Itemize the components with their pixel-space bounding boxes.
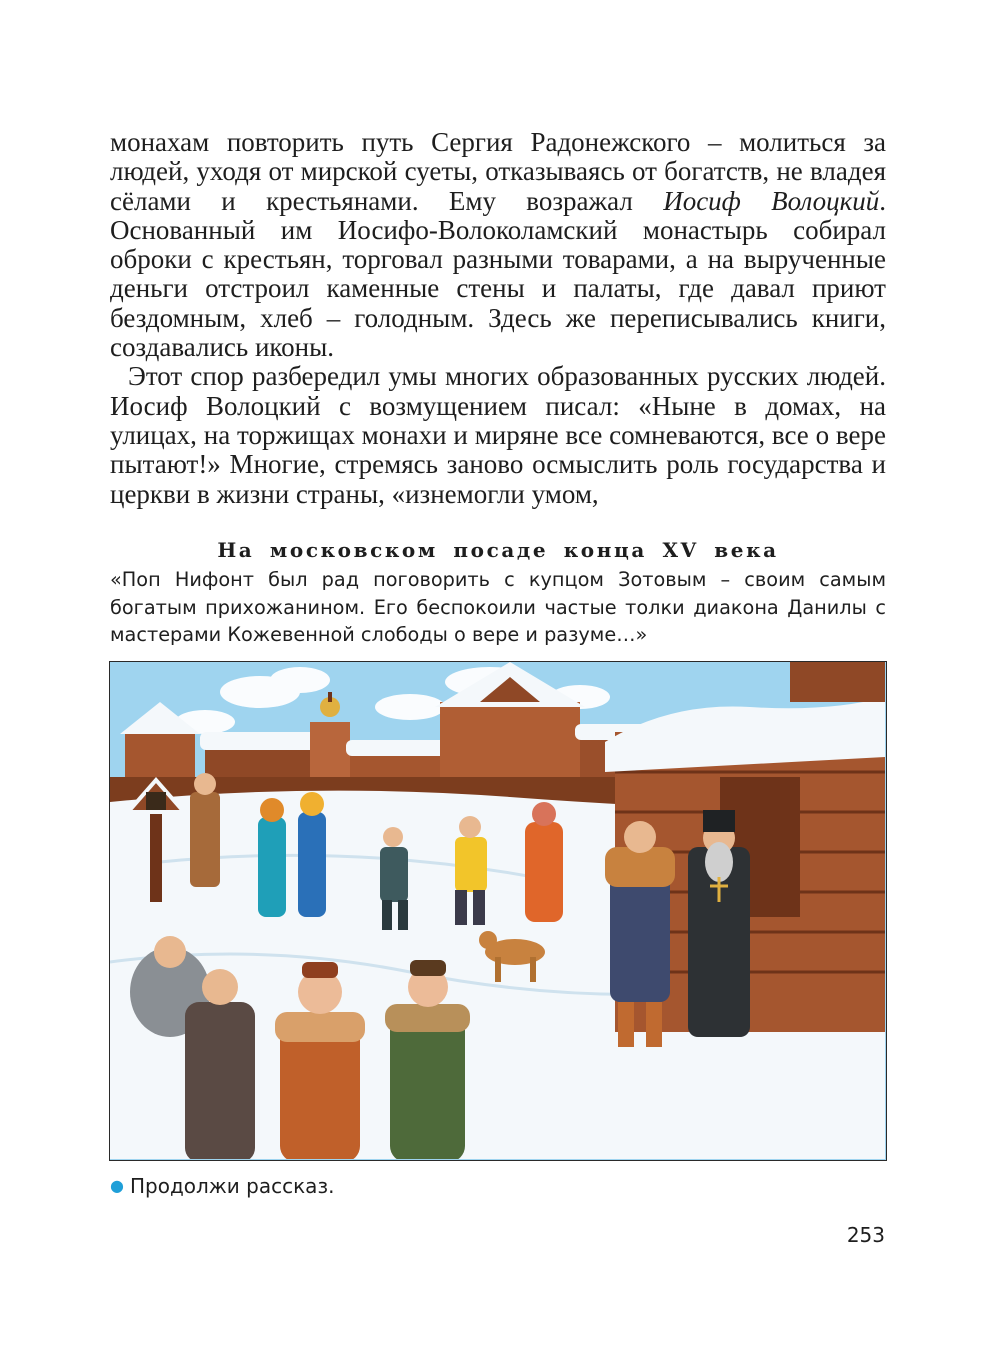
paragraph-2: Этот спор разбередил умы многих образованных русских людей. Иосиф Волоцкий с возмущением писал: «Ныне в домах, на улицах, на торжищах монахи и миряне все сомневаются, все о вере пытают!» Многие, стремясь заново осмыслить роль государства и церкви в жизни страны, «изнемогли умом, <box>110 361 886 509</box>
page-number: 253 <box>846 1223 885 1247</box>
bullet-dot-icon: ● <box>110 1176 124 1195</box>
illustration-quote: «Поп Нифонт был рад поговорить с купцом Зотовым – своим самым богатым прихожанином. Его беспокоили частые толки диакона Данилы с мастерами Кожевенной слободы о вере и разуме…» <box>110 568 886 646</box>
task-text: Продолжи рассказ. <box>129 1174 335 1198</box>
body-text <box>110 128 886 509</box>
emphasis-name: Иосиф Волоцкий <box>663 185 880 216</box>
task-prompt <box>110 1173 334 1199</box>
winter-town-illustration <box>109 661 887 1161</box>
illustration-title: На московском посаде конца XV века <box>217 538 779 562</box>
paragraph-1: монахам повторить путь Сергия Радонежского – молиться за людей, уходя от мирской суеты, отказываясь от богатств, не владея сёлами и крестьянами. Ему возражал Иосиф Волоцкий. Основанный им Иосифо-Волоколамский монастырь собирал оброки с крестьян, торговал разными товарами, а на вырученные деньги отстроил каменные стены и палаты, где давал приют бездомным, хлеб – голодным. Здесь же переписывались книги, создавались иконы. <box>110 127 886 363</box>
illustration-picture <box>110 662 885 1159</box>
